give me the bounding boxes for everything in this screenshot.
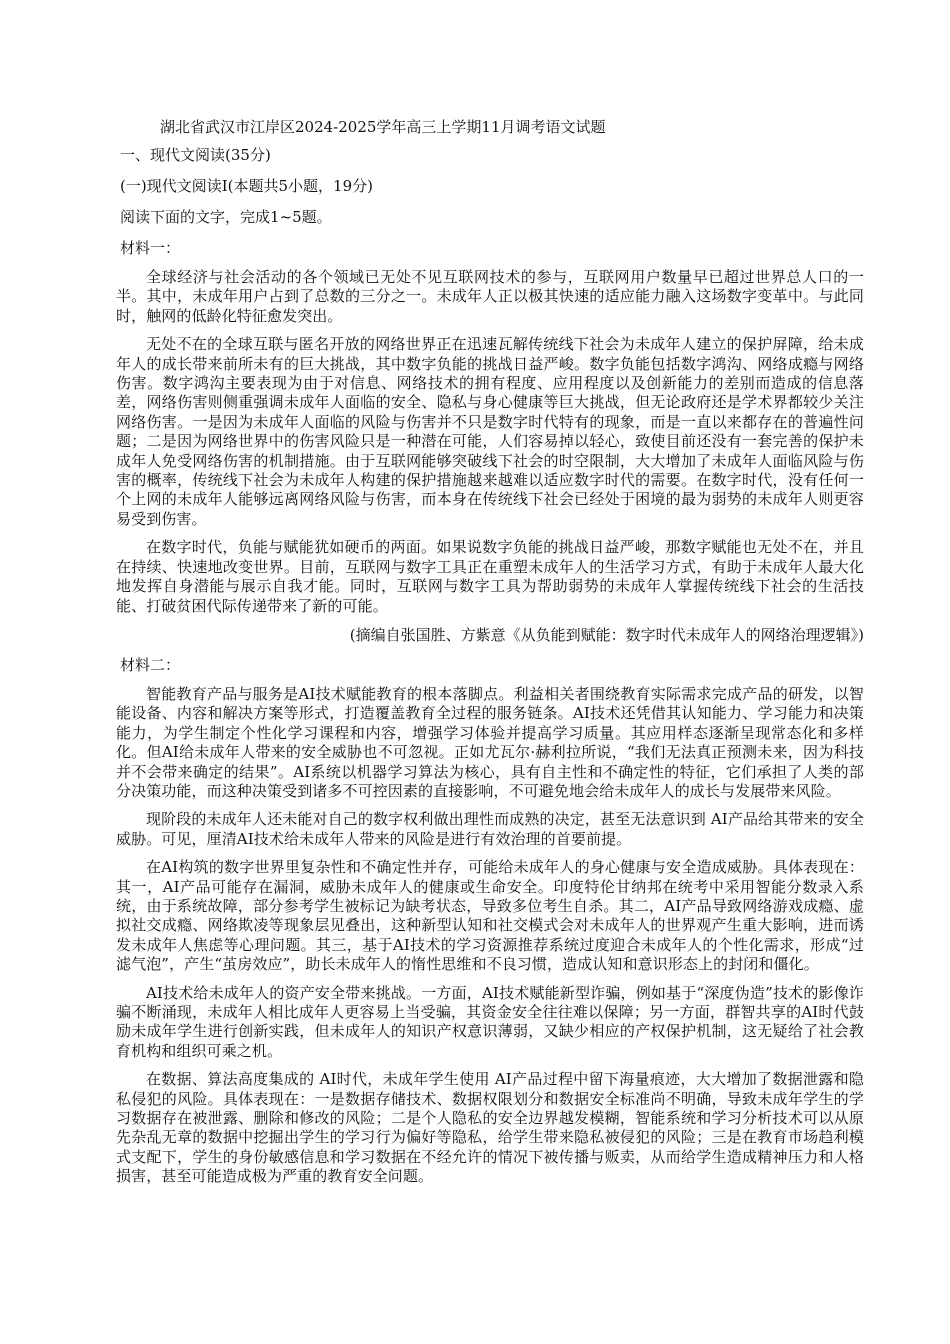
material-one-source: (摘编自张国胜、方紫意《从负能到赋能：数字时代未成年人的网络治理逻辑》) <box>349 625 864 644</box>
material-two-paragraph-1: 智能教育产品与服务是AI技术赋能教育的根本落脚点。利益相关者围绕教育实际需求完成产品的研发，以智能设备、内容和解决方案等形式，打造覆盖教育全过程的服务链条。AI技术还凭借其认知能力、学习能力和决策能力，为学生制定个性化学习课程和内容，增强学习体验并提高学习质量。其应用样态逐渐呈现常态化和多样化。但AI给未成年人带来的安全威胁也不可忽视。正如尤瓦尔·赫利拉所说，“我们无法真正预测未来，因为科技并不会带来确定的结果”。AI系统以机器学习算法为核心，具有自主性和不确定性的特征，它们承担了人类的部分决策功能，而这种决策受到诸多不可控因素的直接影响，不可避免地会给未成年人的成长与发展带来风险。 <box>116 684 864 800</box>
exam-title: 湖北省武汉市江岸区2024-2025学年高三上学期11月调考语文试题 <box>160 118 606 136</box>
material-one-paragraph-2: 无处不在的全球互联与匿名开放的网络世界正在迅速瓦解传统线下社会为未成年人建立的保护屏障，给未成年人的成长带来前所未有的巨大挑战，其中数字负能的挑战日益严峻。数字负能包括数字鸿沟、网络成瘾与网络伤害。数字鸿沟主要表现为由于对信息、网络技术的拥有程度、应用程度以及创新能力的差别而造成的信息落差，网络伤害则侧重强调未成年人面临的安全、隐私与身心健康等巨大挑战，但无论政府还是学术界都较少关注网络伤害。一是因为未成年人面临的风险与伤害并不只是数字时代特有的现象，而是一直以来都存在的普遍性问题；二是因为网络世界中的伤害风险只是一种潜在可能，人们容易掉以轻心，致使目前还没有一套完善的保护未成年人免受网络伤害的机制措施。由于互联网能够突破线下社会的时空限制，大大增加了未成年人面临风险与伤害的概率，传统线下社会为未成年人构建的保护措施越来越难以适应数字时代的需要。在数字时代，没有任何一个上网的未成年人能够远离网络风险与伤害，而本身在传统线下社会已经处于困境的最为弱势的未成年人则更容易受到伤害。 <box>116 335 864 528</box>
material-one-label: 材料一： <box>120 239 181 257</box>
material-two-paragraph-2: 现阶段的未成年人还未能对自己的数字权利做出理性而成熟的决定，甚至无法意识到 AI产品给其带来的安全威胁。可见，厘清AI技术给未成年人带来的风险是进行有效治理的首要前提。 <box>116 810 864 848</box>
reading-instruction: 阅读下面的文字，完成1~5题。 <box>120 208 332 226</box>
material-two-label: 材料二： <box>120 655 181 674</box>
material-one-paragraph-3: 在数字时代，负能与赋能犹如硬币的两面。如果说数字负能的挑战日益严峻，那数字赋能也无处不在，并且在持续、快速地改变世界。目前，互联网与数字工具正在重塑未成年人的生活学习方式，有助于未成年人最大化地发挥自身潜能与展示自我才能。同时，互联网与数字工具为帮助弱势的未成年人掌握传统线下社会的生活技能、打破贫困代际传递带来了新的可能。 <box>116 538 864 615</box>
material-two-paragraph-4: AI技术给未成年人的资产安全带来挑战。一方面，AI技术赋能新型诈骗，例如基于“深度伪造”技术的影像诈骗不断涌现，未成年人相比成年人更容易上当受骗，其资金安全往往难以保障；另一方面，群智共享的AI时代鼓励未成年学生进行创新实践，但未成年人的知识产权意识薄弱，又缺少相应的产权保护机制，这无疑给了社会教育机构和组织可乘之机。 <box>116 983 864 1060</box>
exam-page <box>116 116 864 1196</box>
material-two-paragraph-3: 在AI构筑的数字世界里复杂性和不确定性并存，可能给未成年人的身心健康与安全造成威胁。具体表现在：其一，AI产品可能存在漏洞，威胁未成年人的健康或生命安全。印度特伦甘纳邦在统考中采用智能分数录入系统，由于系统故障，部分参考学生被标记为缺考状态，导致多位考生自杀。其二，AI产品导致网络游戏成瘾、虚拟社交成瘾、网络欺凌等现象层见叠出，这种新型认知和社交模式会对未成年人的世界观产生重大影响，进而诱发未成年人焦虑等心理问题。其三，基于AI技术的学习资源推荐系统过度迎合未成年人的个性化需求，形成“过滤气泡”，产生“茧房效应”，助长未成年人的惰性思维和不良习惯，造成认知和意识形态上的封闭和僵化。 <box>116 858 864 974</box>
subsection-heading: (一)现代文阅读Ⅰ(本题共5小题，19分) <box>120 177 373 195</box>
material-two-paragraph-5: 在数据、算法高度集成的 AI时代，未成年学生使用 AI产品过程中留下海量痕迹，大大增加了数据泄露和隐私侵犯的风险。具体表现在：一是数据存储技术、数据权限划分和数据安全标准尚不明确，导致未成年学生的学习数据存在被泄露、删除和修改的风险；二是个人隐私的安全边界越发模糊，智能系统和学习分析技术可以从原先杂乱无章的数据中挖掘出学生的学习行为偏好等隐私，给学生带来隐私被侵犯的风险；三是在教育市场趋利模式支配下，学生的身份敏感信息和学习数据在不经允许的情况下被传播与贩卖，从而给学生造成精神压力和人格损害，甚至可能造成极为严重的教育安全问题。 <box>116 1070 864 1186</box>
section-heading: 一、现代文阅读(35分) <box>120 146 271 164</box>
material-one-paragraph-1: 全球经济与社会活动的各个领域已无处不见互联网技术的参与，互联网用户数量早已超过世界总人口的一半。其中，未成年用户占到了总数的三分之一。未成年人正以极其快速的适应能力融入这场数字变革中。与此同时，触网的低龄化特征愈发突出。 <box>116 268 864 325</box>
